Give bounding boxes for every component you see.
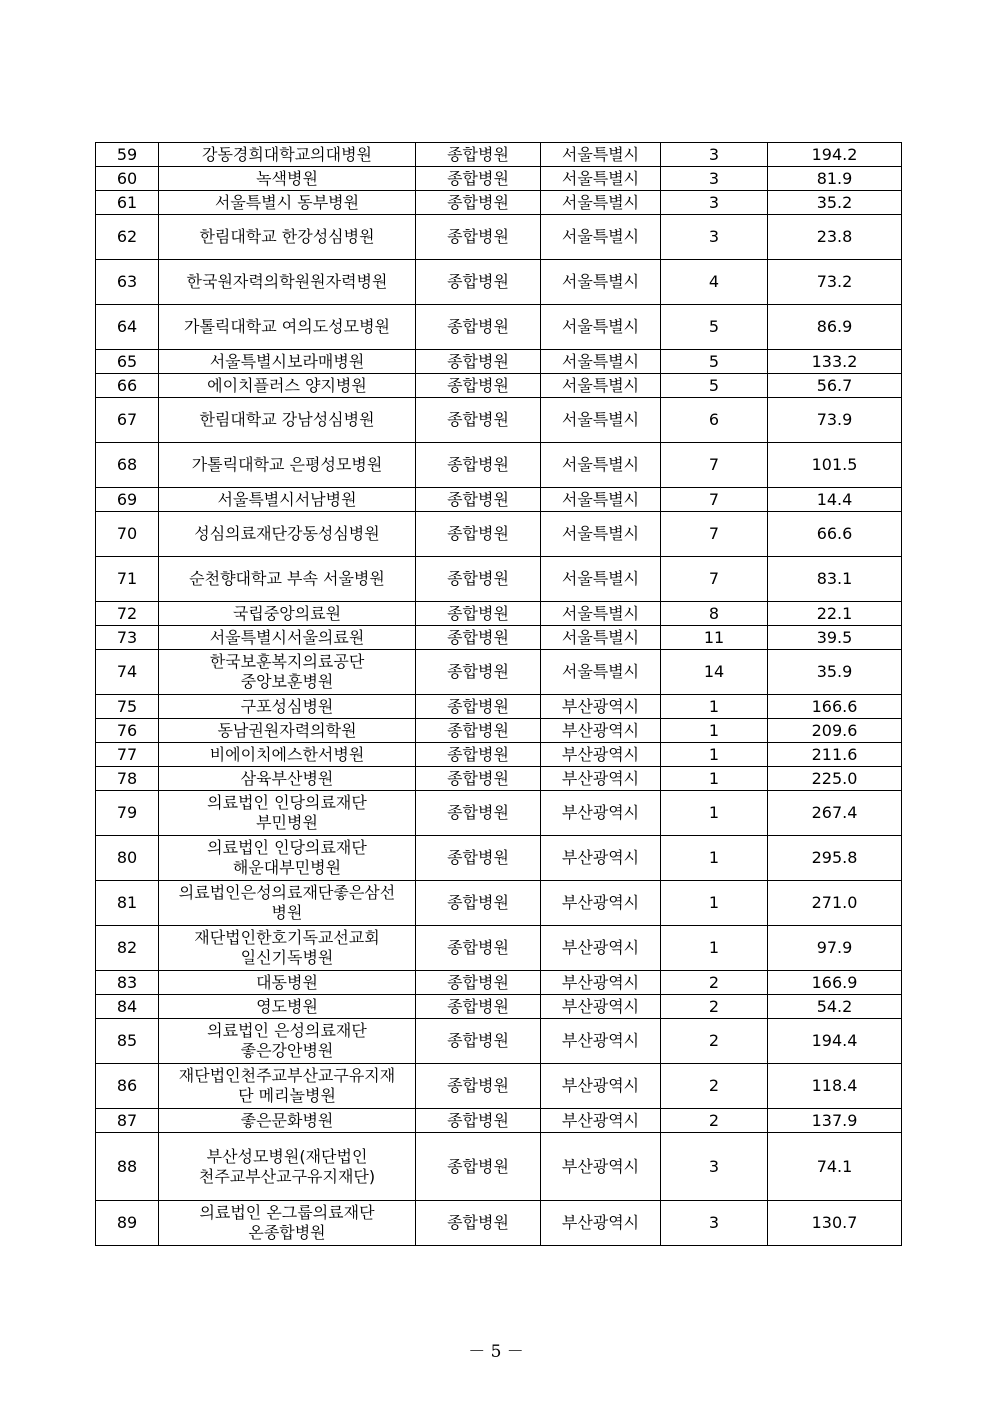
hospital-type-cell: 종합병원 [416,488,541,512]
table-row [96,374,902,398]
hospital-name-cell [159,143,416,167]
grade-cell: 5 [661,350,768,374]
hospital-name-line: 재단법인천주교부산교구유지재 [178,1066,396,1085]
row-number-cell: 59 [96,143,159,167]
hospital-name-line: 의료법인 온그룹의료재단 [199,1203,375,1222]
hospital-type-cell: 종합병원 [416,836,541,881]
region-cell: 부산광역시 [541,719,661,743]
hospital-name-line: 국립중앙의료원 [232,603,342,623]
value-cell: 54.2 [768,995,902,1019]
hospital-name-line: 성심의료재단강동성심병원 [194,524,380,543]
value-cell: 14.4 [768,488,902,512]
grade-cell: 1 [661,767,768,791]
hospital-type-cell: 종합병원 [416,650,541,695]
grade-cell: 3 [661,143,768,167]
region-cell: 부산광역시 [541,995,661,1019]
hospital-name-line: 서울특별시보라매병원 [209,351,365,371]
hospital-name-line: 한림대학교 강남성심병원 [199,410,375,429]
row-number-cell: 81 [96,881,159,926]
region-cell: 부산광역시 [541,1064,661,1109]
hospital-name-line: 의료법인은성의료재단좋은삼선 [178,883,396,902]
region-cell: 서울특별시 [541,215,661,260]
grade-cell: 7 [661,443,768,488]
region-cell: 서울특별시 [541,191,661,215]
value-cell: 211.6 [768,743,902,767]
hospital-name-line: 대동병원 [256,972,318,992]
table-row [96,995,902,1019]
hospital-name-line: 의료법인 은성의료재단 [207,1021,367,1040]
hospital-name-cell [159,398,416,443]
hospital-name-line: 순천향대학교 부속 서울병원 [189,569,385,588]
table-row [96,791,902,836]
hospital-type-cell: 종합병원 [416,374,541,398]
hospital-type-cell: 종합병원 [416,719,541,743]
grade-cell: 2 [661,995,768,1019]
row-number-cell: 76 [96,719,159,743]
table-row [96,488,902,512]
hospital-name-cell [159,602,416,626]
region-cell: 서울특별시 [541,488,661,512]
region-cell: 서울특별시 [541,167,661,191]
hospital-name-line: 의료법인 인당의료재단 [207,838,367,857]
hospital-name-cell [159,926,416,971]
value-cell: 74.1 [768,1133,902,1201]
table-row [96,743,902,767]
hospital-name-cell [159,260,416,305]
value-cell: 137.9 [768,1109,902,1133]
hospital-type-cell: 종합병원 [416,1064,541,1109]
hospital-name-cell [159,719,416,743]
row-number-cell: 86 [96,1064,159,1109]
hospital-name-line: 한국보훈복지의료공단 [209,652,365,671]
region-cell: 서울특별시 [541,512,661,557]
grade-cell: 6 [661,398,768,443]
grade-cell: 1 [661,719,768,743]
hospital-name-line: 한국원자력의학원원자력병원 [186,272,388,291]
region-cell: 부산광역시 [541,695,661,719]
region-cell: 부산광역시 [541,836,661,881]
region-cell: 부산광역시 [541,1133,661,1201]
hospital-name-line: 강동경희대학교의대병원 [201,144,373,164]
grade-cell: 2 [661,1064,768,1109]
row-number-cell: 66 [96,374,159,398]
grade-cell: 11 [661,626,768,650]
hospital-name-cell [159,695,416,719]
hospital-name-line: 단 메리놀병원 [238,1086,336,1105]
value-cell: 209.6 [768,719,902,743]
hospital-name-line: 서울특별시 동부병원 [214,192,360,212]
table-row [96,215,902,260]
region-cell: 서울특별시 [541,650,661,695]
hospital-name-line: 영도병원 [256,996,318,1016]
row-number-cell: 88 [96,1133,159,1201]
value-cell: 271.0 [768,881,902,926]
table-row [96,443,902,488]
grade-cell: 2 [661,1019,768,1064]
value-cell: 73.2 [768,260,902,305]
value-cell: 66.6 [768,512,902,557]
value-cell: 166.6 [768,695,902,719]
grade-cell: 2 [661,971,768,995]
value-cell: 56.7 [768,374,902,398]
table-row [96,602,902,626]
hospital-type-cell: 종합병원 [416,1019,541,1064]
table-row [96,260,902,305]
hospital-name-line: 의료법인 인당의료재단 [207,793,367,812]
table-row [96,1133,902,1201]
table-row [96,305,902,350]
hospital-name-cell [159,1019,416,1064]
row-number-cell: 70 [96,512,159,557]
hospital-type-cell: 종합병원 [416,512,541,557]
hospital-type-cell: 종합병원 [416,1201,541,1246]
region-cell: 서울특별시 [541,143,661,167]
hospital-name-cell [159,488,416,512]
value-cell: 35.2 [768,191,902,215]
row-number-cell: 65 [96,350,159,374]
value-cell: 133.2 [768,350,902,374]
row-number-cell: 68 [96,443,159,488]
grade-cell: 2 [661,1109,768,1133]
region-cell: 서울특별시 [541,602,661,626]
region-cell: 서울특별시 [541,398,661,443]
hospital-name-cell [159,305,416,350]
value-cell: 130.7 [768,1201,902,1246]
table-row [96,650,902,695]
hospital-name-cell [159,191,416,215]
region-cell: 서울특별시 [541,260,661,305]
table-row [96,926,902,971]
hospital-name-line: 좋은강안병원 [240,1041,334,1060]
hospital-name-line: 부민병원 [256,813,318,832]
row-number-cell: 79 [96,791,159,836]
region-cell: 서울특별시 [541,374,661,398]
page-number: － 5 － [468,1342,524,1362]
grade-cell: 5 [661,374,768,398]
hospital-name-cell [159,626,416,650]
hospital-name-line: 중앙보훈병원 [240,672,334,691]
grade-cell: 5 [661,305,768,350]
table-row [96,143,902,167]
hospital-name-cell [159,215,416,260]
hospital-name-cell [159,557,416,602]
hospital-type-cell: 종합병원 [416,881,541,926]
table-row [96,1201,902,1246]
grade-cell: 3 [661,215,768,260]
table-row [96,695,902,719]
hospital-table-body [96,143,902,1246]
grade-cell: 7 [661,557,768,602]
grade-cell: 1 [661,743,768,767]
table-row [96,167,902,191]
hospital-type-cell: 종합병원 [416,767,541,791]
row-number-cell: 85 [96,1019,159,1064]
hospital-name-cell [159,167,416,191]
hospital-name-line: 서울특별시서울의료원 [209,627,365,647]
row-number-cell: 72 [96,602,159,626]
hospital-name-line: 재단법인한호기독교선교회 [194,928,380,947]
hospital-name-cell [159,971,416,995]
hospital-type-cell: 종합병원 [416,167,541,191]
hospital-name-line: 삼육부산병원 [240,768,334,788]
hospital-type-cell: 종합병원 [416,1109,541,1133]
value-cell: 83.1 [768,557,902,602]
row-number-cell: 62 [96,215,159,260]
row-number-cell: 63 [96,260,159,305]
table-row [96,626,902,650]
hospital-type-cell: 종합병원 [416,695,541,719]
table-row [96,350,902,374]
grade-cell: 3 [661,1133,768,1201]
grade-cell: 1 [661,791,768,836]
table-row [96,1019,902,1064]
row-number-cell: 84 [96,995,159,1019]
table-row [96,881,902,926]
hospital-type-cell: 종합병원 [416,260,541,305]
hospital-type-cell: 종합병원 [416,971,541,995]
hospital-name-line: 서울특별시서남병원 [217,489,357,509]
value-cell: 166.9 [768,971,902,995]
hospital-name-line: 병원 [271,903,303,922]
value-cell: 73.9 [768,398,902,443]
grade-cell: 1 [661,881,768,926]
value-cell: 97.9 [768,926,902,971]
row-number-cell: 61 [96,191,159,215]
hospital-type-cell: 종합병원 [416,305,541,350]
hospital-type-cell: 종합병원 [416,557,541,602]
hospital-type-cell: 종합병원 [416,398,541,443]
grade-cell: 1 [661,836,768,881]
value-cell: 35.9 [768,650,902,695]
row-number-cell: 78 [96,767,159,791]
grade-cell: 1 [661,695,768,719]
table-row [96,557,902,602]
row-number-cell: 64 [96,305,159,350]
grade-cell: 7 [661,488,768,512]
grade-cell: 7 [661,512,768,557]
region-cell: 서울특별시 [541,305,661,350]
row-number-cell: 83 [96,971,159,995]
hospital-type-cell: 종합병원 [416,743,541,767]
hospital-name-cell [159,881,416,926]
grade-cell: 3 [661,1201,768,1246]
hospital-type-cell: 종합병원 [416,995,541,1019]
hospital-name-line: 좋은문화병원 [240,1110,334,1130]
value-cell: 267.4 [768,791,902,836]
row-number-cell: 77 [96,743,159,767]
hospital-name-line: 에이치플러스 양지병원 [207,375,367,395]
table-row [96,398,902,443]
region-cell: 서울특별시 [541,443,661,488]
grade-cell: 1 [661,926,768,971]
row-number-cell: 71 [96,557,159,602]
grade-cell: 3 [661,167,768,191]
value-cell: 194.2 [768,143,902,167]
hospital-name-cell [159,1064,416,1109]
grade-cell: 14 [661,650,768,695]
hospital-table [95,142,902,1246]
table-row [96,1109,902,1133]
hospital-name-cell [159,1109,416,1133]
hospital-name-line: 부산성모병원(재단법인 [206,1146,368,1166]
hospital-name-line: 가톨릭대학교 여의도성모병원 [183,317,390,336]
hospital-type-cell: 종합병원 [416,191,541,215]
value-cell: 39.5 [768,626,902,650]
table-row [96,971,902,995]
table-row [96,512,902,557]
grade-cell: 8 [661,602,768,626]
hospital-name-cell [159,512,416,557]
hospital-name-cell [159,995,416,1019]
value-cell: 101.5 [768,443,902,488]
row-number-cell: 82 [96,926,159,971]
hospital-name-cell [159,650,416,695]
region-cell: 부산광역시 [541,971,661,995]
value-cell: 23.8 [768,215,902,260]
hospital-name-line: 녹색병원 [256,168,318,188]
hospital-name-line: 천주교부산교구유지재단) [198,1166,376,1186]
region-cell: 부산광역시 [541,881,661,926]
hospital-name-cell [159,791,416,836]
row-number-cell: 69 [96,488,159,512]
value-cell: 194.4 [768,1019,902,1064]
region-cell: 부산광역시 [541,1109,661,1133]
hospital-name-cell [159,836,416,881]
value-cell: 81.9 [768,167,902,191]
region-cell: 서울특별시 [541,350,661,374]
grade-cell: 4 [661,260,768,305]
hospital-name-cell [159,443,416,488]
value-cell: 295.8 [768,836,902,881]
hospital-type-cell: 종합병원 [416,443,541,488]
region-cell: 서울특별시 [541,557,661,602]
hospital-name-line: 한림대학교 한강성심병원 [199,227,375,246]
hospital-name-line: 구포성심병원 [240,696,334,716]
value-cell: 225.0 [768,767,902,791]
region-cell: 부산광역시 [541,767,661,791]
row-number-cell: 73 [96,626,159,650]
hospital-name-line: 일신기독병원 [240,948,334,967]
hospital-type-cell: 종합병원 [416,602,541,626]
row-number-cell: 75 [96,695,159,719]
hospital-name-cell [159,350,416,374]
hospital-type-cell: 종합병원 [416,791,541,836]
region-cell: 부산광역시 [541,743,661,767]
hospital-name-line: 해운대부민병원 [232,858,342,877]
hospital-type-cell: 종합병원 [416,143,541,167]
grade-cell: 3 [661,191,768,215]
region-cell: 서울특별시 [541,626,661,650]
hospital-type-cell: 종합병원 [416,626,541,650]
hospital-type-cell: 종합병원 [416,350,541,374]
row-number-cell: 60 [96,167,159,191]
table-row [96,1064,902,1109]
region-cell: 부산광역시 [541,926,661,971]
row-number-cell: 67 [96,398,159,443]
row-number-cell: 87 [96,1109,159,1133]
hospital-name-cell [159,1201,416,1246]
hospital-name-cell [159,743,416,767]
hospital-name-line: 동남권원자력의학원 [217,720,357,740]
hospital-type-cell: 종합병원 [416,1133,541,1201]
hospital-type-cell: 종합병원 [416,926,541,971]
row-number-cell: 89 [96,1201,159,1246]
row-number-cell: 74 [96,650,159,695]
region-cell: 부산광역시 [541,1019,661,1064]
region-cell: 부산광역시 [541,1201,661,1246]
hospital-name-cell [159,767,416,791]
hospital-name-cell [159,1133,416,1201]
hospital-name-line: 비에이치에스한서병원 [209,744,365,764]
hospital-name-line: 가톨릭대학교 은평성모병원 [191,455,383,474]
row-number-cell: 80 [96,836,159,881]
hospital-name-cell [159,374,416,398]
region-cell: 부산광역시 [541,791,661,836]
hospital-name-line: 온종합병원 [248,1223,326,1242]
hospital-type-cell: 종합병원 [416,215,541,260]
table-row [96,836,902,881]
table-row [96,767,902,791]
value-cell: 86.9 [768,305,902,350]
table-row [96,191,902,215]
table-row [96,719,902,743]
value-cell: 22.1 [768,602,902,626]
value-cell: 118.4 [768,1064,902,1109]
